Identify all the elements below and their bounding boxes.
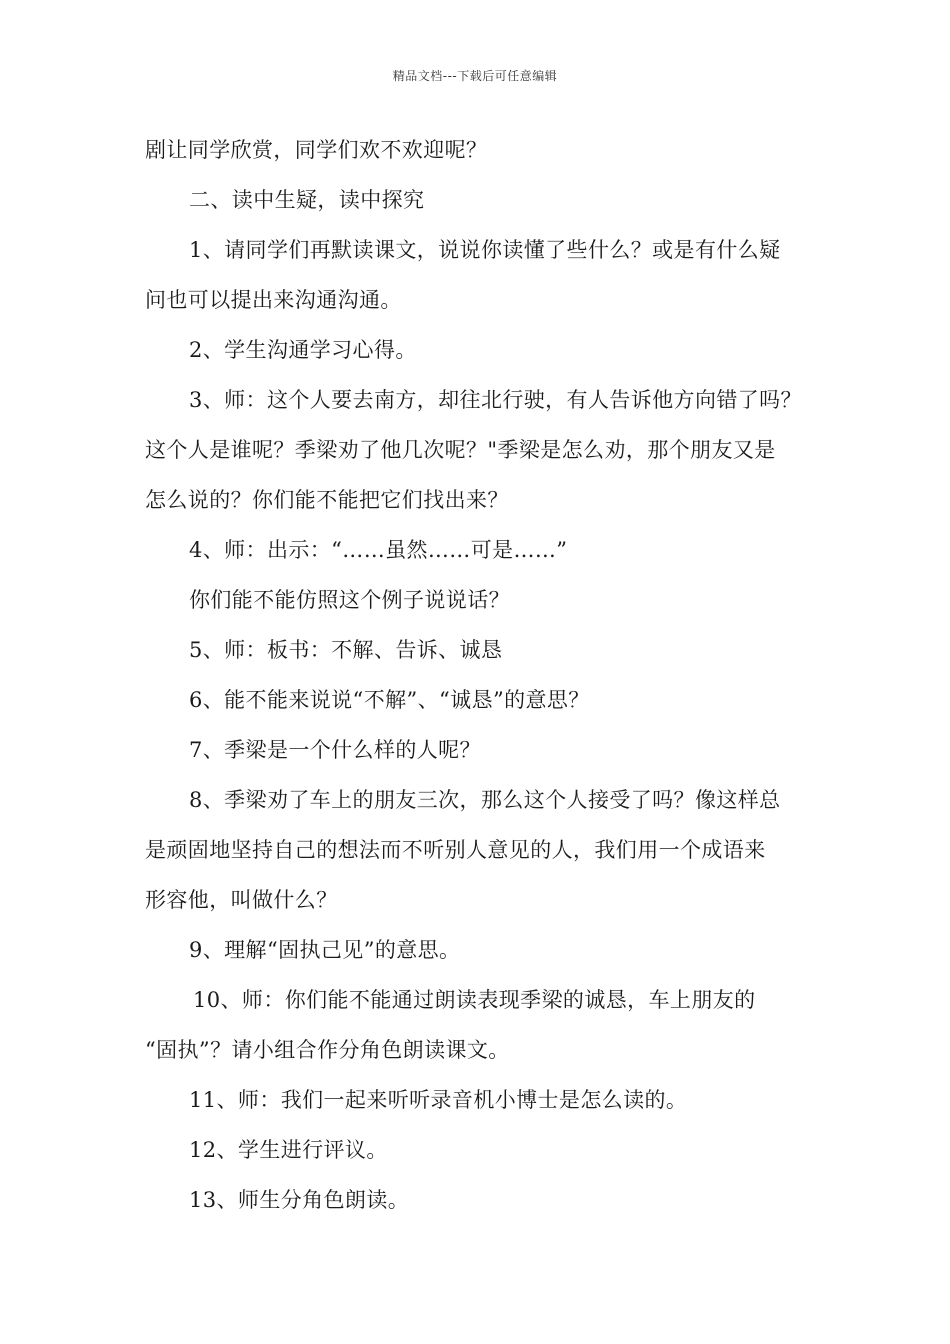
paragraph-line: 5、师：板书：不解、告诉、诚恳: [189, 638, 503, 662]
paragraph-line: 是顽固地坚持自己的想法而不听别人意见的人，我们用一个成语来: [145, 838, 766, 862]
paragraph-line: “固执”？请小组合作分角色朗读课文。: [145, 1038, 510, 1062]
paragraph-line: 形容他，叫做什么？: [145, 888, 338, 912]
paragraph-line: 10、师：你们能不能通过朗读表现季梁的诚恳，车上朋友的: [193, 988, 756, 1012]
paragraph-line: 9、理解“固执己见”的意思。: [189, 938, 461, 962]
section-heading: 二、读中生疑，读中探究: [189, 188, 425, 212]
paragraph-line: 这个人是谁呢？季梁劝了他几次呢？"季梁是怎么劝，那个朋友又是: [145, 438, 776, 462]
paragraph-line: 怎么说的？你们能不能把它们找出来？: [145, 488, 509, 512]
paragraph-line: 12、学生进行评议。: [189, 1138, 388, 1162]
paragraph-line: 1、请同学们再默读课文，说说你读懂了些什么？或是有什么疑: [189, 238, 781, 262]
paragraph-line: 8、季梁劝了车上的朋友三次，那么这个人接受了吗？像这样总: [189, 788, 781, 812]
paragraph-line: 问也可以提出来沟通沟通。: [145, 288, 402, 312]
paragraph-line: 2、学生沟通学习心得。: [189, 338, 417, 362]
page-header: 精品文档---下载后可任意编辑: [392, 69, 558, 83]
paragraph-line: 6、能不能来说说“不解”、“诚恳”的意思？: [189, 688, 590, 712]
paragraph-line: 11、师：我们一起来听听录音机小博士是怎么读的。: [189, 1088, 688, 1112]
paragraph-line: 3、师：这个人要去南方，却往北行驶，有人告诉他方向错了吗？: [189, 388, 802, 412]
paragraph-line: 你们能不能仿照这个例子说说话？: [189, 588, 510, 612]
paragraph-line: 4、师：出示：“……虽然……可是……”: [189, 538, 568, 562]
paragraph-line: 7、季梁是一个什么样的人呢？: [189, 738, 481, 762]
paragraph-line: 13、师生分角色朗读。: [189, 1188, 410, 1212]
paragraph-line: 剧让同学欣赏，同学们欢不欢迎呢？: [145, 138, 488, 162]
